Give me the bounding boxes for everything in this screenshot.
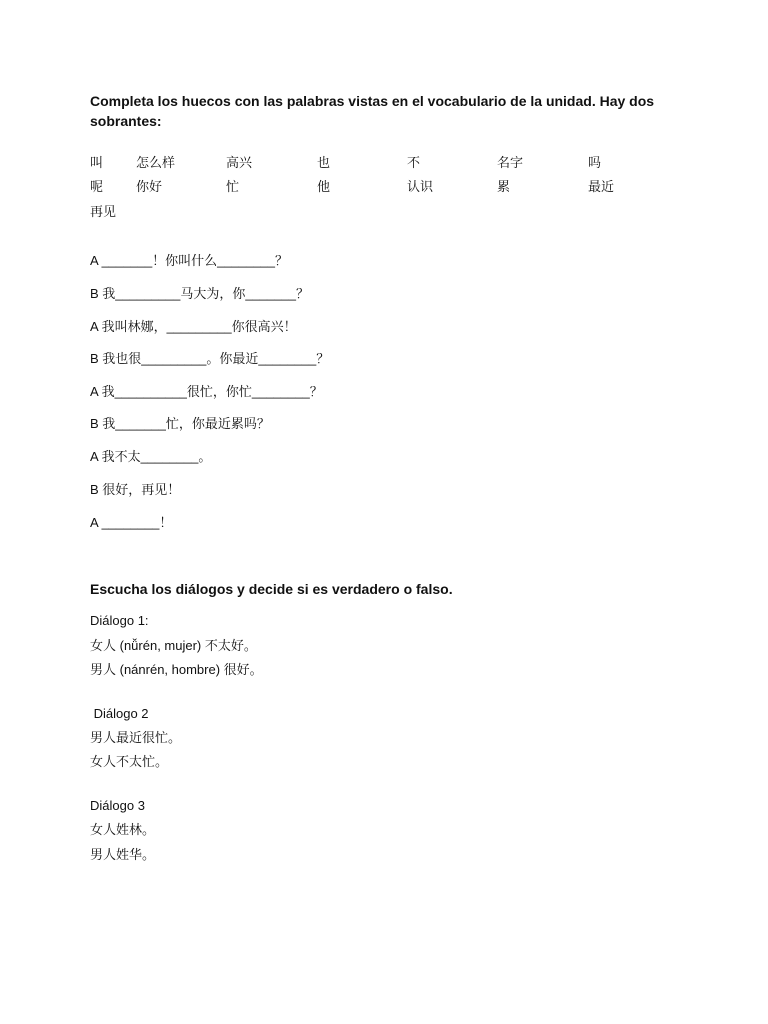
vocab-word: 你好 [136, 179, 163, 194]
exercise2-instruction: Escucha los diálogos y decide si es verdadero o falso. [90, 581, 453, 597]
dialog-line: 女人 (nǚrén, mujer) 不太好。 [90, 638, 257, 653]
dialogue-line: B 我_________马大为，你_______？ [90, 286, 309, 301]
dialog-title: Diálogo 2 [90, 706, 149, 721]
vocab-word: 忙 [226, 179, 240, 194]
vocab-word: 他 [317, 179, 331, 194]
dialog-line: 男人 (nánrén, hombre) 很好。 [90, 662, 263, 677]
dialog-line: 女人姓林。 [90, 822, 156, 837]
dialog-line: 男人姓华。 [90, 847, 156, 862]
vocab-word: 再见 [90, 204, 117, 219]
vocab-word: 呢 [90, 179, 104, 194]
vocab-row-2 [0, 177, 768, 199]
dialog-line: 女人不太忙。 [90, 754, 169, 769]
vocab-word: 叫 [90, 155, 104, 170]
vocab-word: 名字 [497, 155, 524, 170]
dialog-title: Diálogo 1: [90, 613, 149, 628]
dialogue-line: A ________！ [90, 515, 173, 530]
vocab-word: 最近 [588, 179, 615, 194]
vocab-word: 累 [497, 179, 511, 194]
dialogue-line: B 我也很_________。你最近________？ [90, 351, 330, 366]
vocab-word: 也 [317, 155, 331, 170]
vocab-word: 认识 [407, 179, 434, 194]
dialogue-line: A 我__________很忙，你忙________？ [90, 384, 323, 399]
dialogue-line: B 我_______忙，你最近累吗？ [90, 416, 270, 431]
vocab-word: 高兴 [226, 155, 253, 170]
dialogue-line: A 我不太________。 [90, 449, 212, 464]
vocab-word: 怎么样 [136, 155, 176, 170]
dialog-title: Diálogo 3 [90, 798, 145, 813]
vocab-word: 不 [407, 155, 421, 170]
vocab-word: 吗 [588, 155, 602, 170]
exercise1-instruction: Completa los huecos con las palabras vistas en el vocabulario de la unidad. Hay dos sobrantes: [90, 93, 655, 129]
dialogue-line: A 我叫林娜，_________你很高兴！ [90, 319, 297, 334]
dialogue-line: A _______！你叫什么________？ [90, 253, 289, 268]
vocab-row-1 [0, 153, 768, 175]
vocab-row-3 [0, 202, 768, 224]
dialog-line: 男人最近很忙。 [90, 730, 182, 745]
dialogue-line: B 很好，再见！ [90, 482, 181, 497]
